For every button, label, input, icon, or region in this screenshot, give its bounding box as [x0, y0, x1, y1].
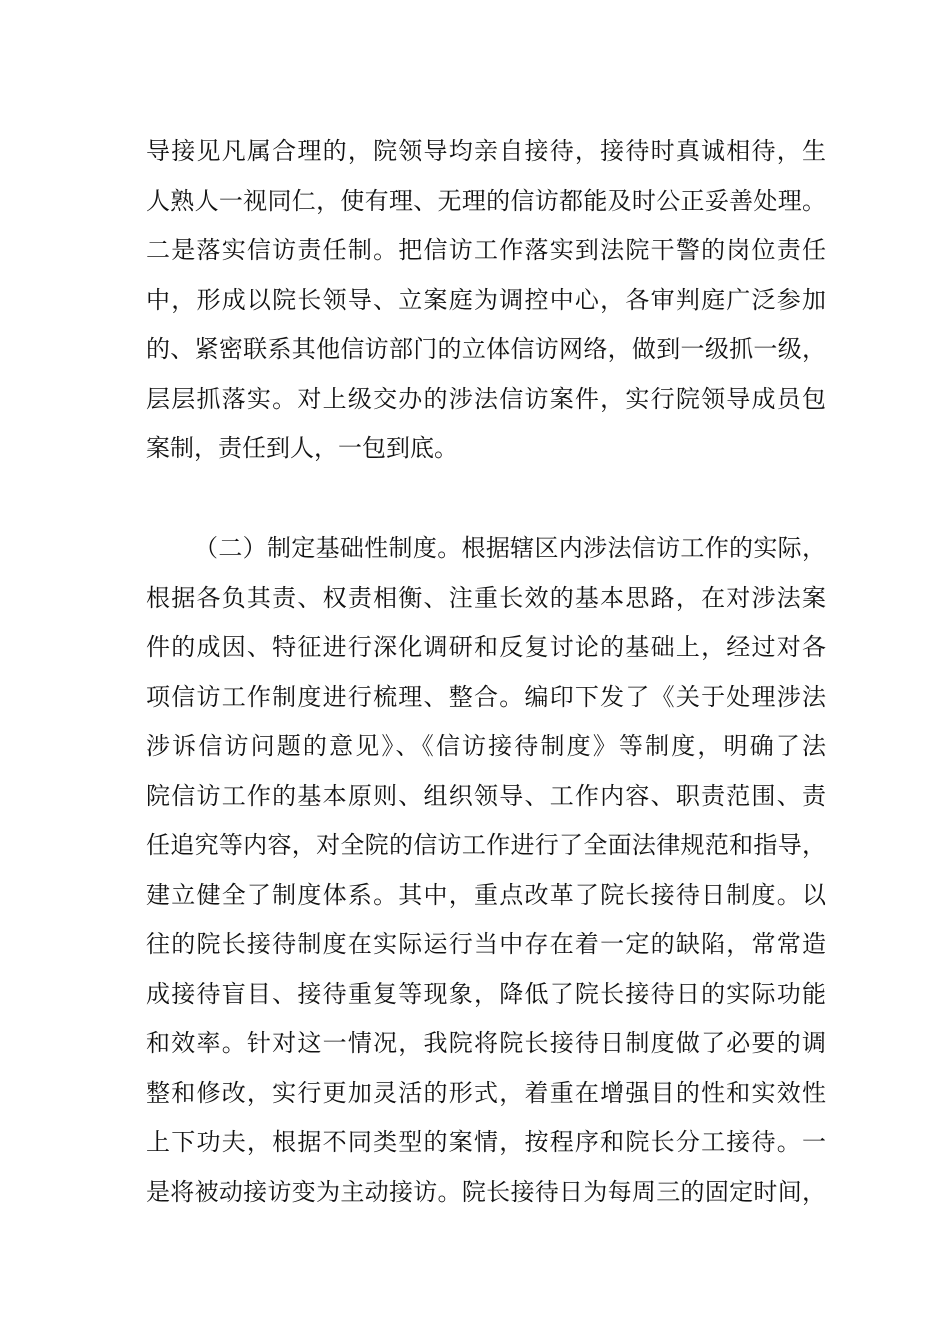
paragraph-line: 是将被动接访变为主动接访。院长接待日为每周三的固定时间，	[146, 1177, 826, 1206]
paragraph-line: 和效率。针对这一情况，我院将院长接待日制度做了必要的调	[146, 1029, 826, 1057]
paragraph-line	[146, 1217, 826, 1267]
paragraph-heading-line: （二）制定基础性制度。根据辖区内涉法信访工作的实际，	[194, 534, 826, 562]
paragraph-line: 往的院长接待制度在实际运行当中存在着一定的缺陷，常常造	[146, 930, 826, 958]
paragraph-line: 件的成因、特征进行深化调研和反复讨论的基础上，经过对各	[146, 633, 826, 661]
paragraph-line: 院信访工作的基本原则、组织领导、工作内容、职责范围、责	[146, 781, 826, 810]
paragraph-line: 中，形成以院长领导、立案庭为调控中心，各审判庭广泛参加	[146, 285, 826, 314]
paragraph-line: 二是落实信访责任制。把信访工作落实到法院干警的岗位责任	[146, 236, 826, 264]
paragraph-line: 建立健全了制度体系。其中，重点改革了院长接待日制度。以	[146, 880, 826, 909]
paragraph-line: 案制，责任到人，一包到底。	[146, 434, 458, 462]
paragraph-line: 成接待盲目、接待重复等现象，降低了院长接待日的实际功能	[146, 979, 826, 1008]
paragraph-line: 整和修改，实行更加灵活的形式，着重在增强目的性和实效性	[146, 1078, 826, 1107]
paragraph-2	[146, 524, 826, 1267]
paragraph-line: 人熟人一视同仁，使有理、无理的信访都能及时公正妥善处理。	[146, 186, 826, 215]
paragraph-line: 导接见凡属合理的，院领导均亲自接待，接待时真诚相待，生	[146, 137, 826, 165]
paragraph-line: 任追究等内容，对全院的信访工作进行了全面法律规范和指导，	[146, 831, 826, 859]
paragraph-line: 上下功夫，根据不同类型的案情，按程序和院长分工接待。一	[146, 1128, 826, 1156]
paragraph-line: 涉诉信访问题的意见》、《信访接待制度》等制度，明确了法	[146, 732, 826, 760]
paragraph-line: 根据各负其责、权责相衡、注重长效的基本思路，在对涉法案	[146, 583, 826, 612]
paragraph-line: 项信访工作制度进行梳理、整合。编印下发了《关于处理涉法	[146, 682, 826, 711]
paragraph-line: 的、紧密联系其他信访部门的立体信访网络，做到一级抓一级，	[146, 335, 826, 363]
paragraph-1	[146, 127, 826, 474]
paragraph-line: 层层抓落实。对上级交办的涉法信访案件，实行院领导成员包	[146, 384, 826, 413]
